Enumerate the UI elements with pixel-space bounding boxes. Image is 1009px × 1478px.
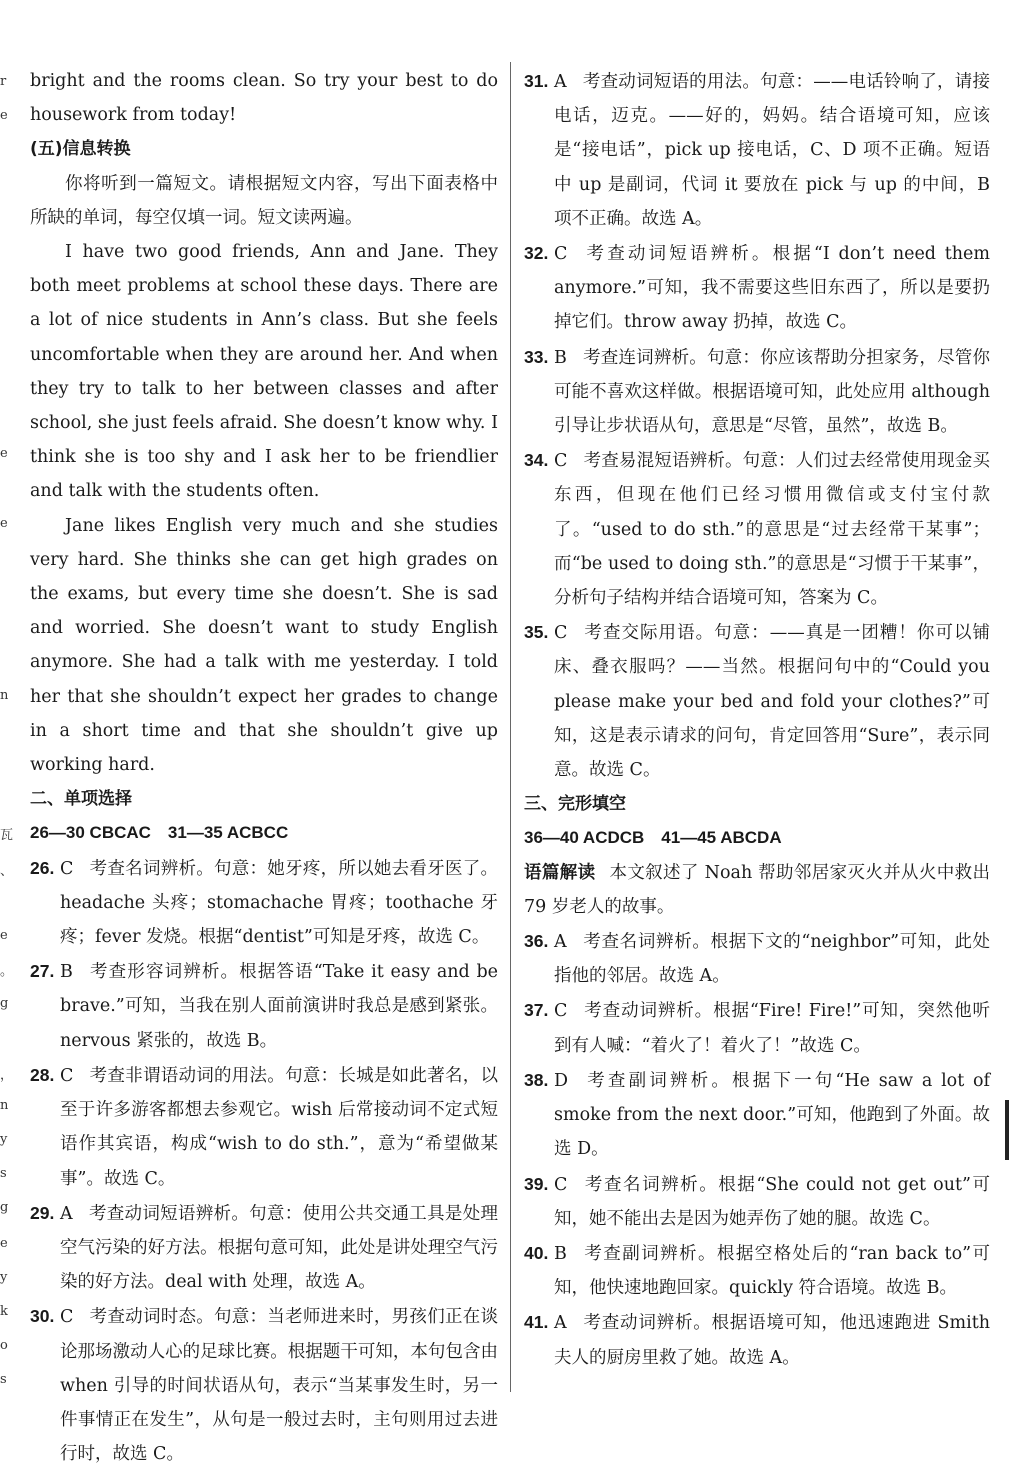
item-explanation: 考查交际用语。句意：——真是一团糟！你可以铺床、叠衣服吗？——当然。根据问句中的“Could you please make your bed and fold your clothes?”可知，这是表示请求的问句，肯定回答用“Sure”，表示同意。故选 C。 — [554, 623, 990, 781]
answer-item — [524, 236, 990, 340]
section-instructions: 你将听到一篇短文。请根据短文内容，写出下面表格中所缺的单词，每空仅填一词。短文读两遍。 — [30, 173, 498, 228]
right-column — [524, 64, 990, 1375]
answer-keys: 36—40 ACDCB 41—45 ABCDA — [524, 828, 782, 848]
item-answer: B — [60, 962, 73, 983]
item-answer: A — [554, 72, 567, 92]
item-number: 32. — [524, 243, 549, 264]
item-number: 31. — [524, 71, 549, 91]
item-number: 28. — [30, 1064, 55, 1085]
reading-summary — [524, 856, 990, 924]
edge-letter: e — [0, 516, 8, 531]
item-number: 39. — [524, 1173, 549, 1194]
reading-text: 本文叙述了 Noah 帮助邻居家灭火并从火中救出 79 岁老人的故事。 — [524, 862, 990, 917]
item-number: 34. — [524, 450, 549, 471]
answer-item — [524, 443, 990, 615]
edge-letter: 。 — [0, 964, 14, 979]
item-explanation: 考查副词辨析。根据空格处后的“ran back to”可知，他快速地跑回家。quickly 符合语境。故选 B。 — [554, 1243, 990, 1299]
item-answer: D — [554, 1070, 569, 1091]
section-title-single-choice: 二、单项选择 — [30, 789, 132, 810]
item-answer: C — [554, 1001, 568, 1022]
edge-letter: e — [0, 108, 8, 123]
item-explanation: 考查连词辨析。句意：你应该帮助分担家务，尽管你可能不喜欢这样做。根据语境可知，此处应用 although 引导让步状语从句，意思是“尽管，虽然”，故选 B。 — [554, 347, 990, 437]
item-number: 30. — [30, 1306, 55, 1327]
answer-keys: 26—30 CBCAC 31—35 ACBCC — [30, 823, 289, 843]
item-number: 33. — [524, 346, 549, 367]
item-explanation: 考查动词辨析。根据“Fire! Fire!”可知，突然他听到有人喊：“着火了！着火了！”故选 C。 — [554, 1001, 990, 1056]
edge-letter: g — [0, 1200, 9, 1215]
item-explanation: 考查副词辨析。根据下一句“He saw a lot of smoke from the next door.”可知，他跑到了外面。故选 D。 — [554, 1070, 990, 1160]
answer-item — [30, 851, 498, 955]
edge-letter: n — [0, 688, 9, 703]
answer-item — [524, 1236, 990, 1305]
answer-item — [30, 954, 498, 1058]
item-answer: B — [554, 1243, 567, 1264]
item-number: 27. — [30, 961, 55, 982]
edge-letter: r — [0, 74, 7, 89]
item-answer: C — [554, 451, 568, 472]
edge-letter: 、 — [0, 864, 14, 879]
continued-text: bright and the rooms clean. So try your best to do housework from today! — [30, 71, 498, 126]
item-explanation: 考查动词时态。句意：当老师进来时，男孩们正在谈论那场激动人心的足球比赛。根据题干可知，本句包含由 when 引导的时间状语从句，表示“当某事发生时，另一件事情正在发生”，从句是一般过去时，主句则用过去进行时，故选 C。 — [60, 1307, 498, 1465]
item-number: 40. — [524, 1242, 549, 1263]
item-answer: A — [554, 1313, 567, 1334]
item-number: 37. — [524, 1000, 549, 1021]
answer-item — [524, 1063, 990, 1167]
item-explanation: 考查名词辨析。根据下文的“neighbor”可知，此处指他的邻居。故选 A。 — [554, 932, 990, 987]
edge-letter: e — [0, 446, 8, 461]
item-number: 35. — [524, 622, 549, 643]
answer-item — [30, 1299, 498, 1471]
section-title-info-transfer: (五)信息转换 — [30, 139, 131, 160]
edge-letter: e — [0, 928, 8, 943]
item-answer: B — [554, 347, 567, 368]
item-explanation: 考查易混短语辨析。句意：人们过去经常使用现金买东西，但现在他们已经习惯用微信或支付宝付款了。“used to do sth.”的意思是“过去经常干某事”；而“be used to doing sth.”的意思是“习惯于干某事”，分析句子结构并结合语境可知，答案为 C。 — [554, 451, 990, 609]
item-answer: C — [554, 1174, 568, 1195]
reading-label: 语篇解读 — [524, 862, 596, 883]
edge-letter: 瓦 — [0, 828, 14, 843]
item-number: 29. — [30, 1202, 55, 1223]
edge-letter: s — [0, 1372, 7, 1387]
item-explanation: 考查形容词辨析。根据答语“Take it easy and be brave.”可知，当我在别人面前演讲时我总是感到紧张。nervous 紧张的，故选 B。 — [60, 962, 498, 1051]
item-number: 26. — [30, 857, 55, 878]
page-edge-tab — [1005, 1100, 1009, 1160]
item-explanation: 考查名词辨析。句意：她牙疼，所以她去看牙医了。headache 头疼；stomachache 胃疼；toothache 牙疼；fever 发烧。根据“dentist”可知是牙疼，故选 C。 — [60, 858, 498, 948]
cropped-left-margin — [0, 60, 14, 1390]
edge-letter: k — [0, 1304, 8, 1319]
item-explanation: 考查动词短语辨析。根据“I don’t need them anymore.”可知，我不需要这些旧东西了，所以是要扔掉它们。throw away 扔掉，故选 C。 — [554, 244, 990, 333]
passage-paragraph: Jane likes English very much and she studies very hard. She thinks she can get high grades on the exams, but every time she doesn’t. She is sad and worried. She doesn’t want to study English anymore. She had a talk with me yesterday. I told her that she shouldn’t expect her grades to change in a short time and that she shouldn’t give up working hard. — [30, 515, 498, 776]
edge-letter: n — [0, 1098, 9, 1113]
item-answer: C — [554, 244, 568, 265]
edge-letter: e — [0, 1236, 8, 1251]
answer-item — [524, 1167, 990, 1236]
item-answer: A — [60, 1203, 73, 1224]
answer-item — [30, 1058, 498, 1196]
item-number: 38. — [524, 1069, 549, 1090]
item-answer: C — [60, 1065, 74, 1086]
item-explanation: 考查动词短语的用法。句意：——电话铃响了，请接电话，迈克。——好的，妈妈。结合语境可知，应该是“接电话”，pick up 接电话，C、D 项不正确。短语中 up 是副词，代词 it 要放在 pick 与 up 的中间，B 项不正确。故选 A。 — [554, 72, 990, 229]
answer-item — [524, 924, 990, 993]
edge-letter: y — [0, 1132, 8, 1147]
edge-letter: y — [0, 1270, 8, 1285]
answer-item — [524, 1305, 990, 1374]
edge-letter: g — [0, 996, 9, 1011]
item-answer: A — [554, 932, 567, 953]
edge-letter: o — [0, 1338, 8, 1353]
answer-item — [524, 993, 990, 1062]
column-divider — [510, 62, 511, 1392]
answer-item — [524, 340, 990, 444]
edge-letter: ， — [0, 1068, 14, 1083]
item-answer: C — [60, 858, 74, 879]
item-answer: C — [60, 1307, 74, 1328]
edge-letter: s — [0, 1166, 7, 1181]
passage-paragraph: I have two good friends, Ann and Jane. They both meet problems at school these days. There are a lot of nice students in Ann’s class. But she feels uncomfortable when they are around her. And when they try to talk to her between classes and after school, she just feels afraid. She doesn’t know why. I think she is too shy and I ask her to be friendlier and talk with the students often. — [30, 242, 498, 502]
item-explanation: 考查动词辨析。根据语境可知，他迅速跑进 Smith 夫人的厨房里救了她。故选 A。 — [554, 1313, 990, 1368]
answer-item — [524, 64, 990, 236]
item-explanation: 考查名词辨析。根据“She could not get out”可知，她不能出去是因为她弄伤了她的腿。故选 C。 — [554, 1174, 990, 1229]
item-explanation: 考查非谓语动词的用法。句意：长城是如此著名，以至于许多游客都想去参观它。wish 后常接动词不定式短语作其宾语，构成“wish to do sth.”，意为“希望做某事”。故选 C。 — [60, 1065, 498, 1189]
item-number: 36. — [524, 931, 549, 952]
answer-item — [524, 615, 990, 787]
left-column — [30, 64, 498, 1471]
item-explanation: 考查动词短语辨析。句意：使用公共交通工具是处理空气污染的好方法。根据句意可知，此处是讲处理空气污染的好方法。deal with 处理，故选 A。 — [60, 1203, 498, 1293]
item-number: 41. — [524, 1312, 549, 1333]
section-title-cloze: 三、完形填空 — [524, 794, 626, 815]
item-answer: C — [554, 623, 568, 644]
answer-item — [30, 1196, 498, 1300]
